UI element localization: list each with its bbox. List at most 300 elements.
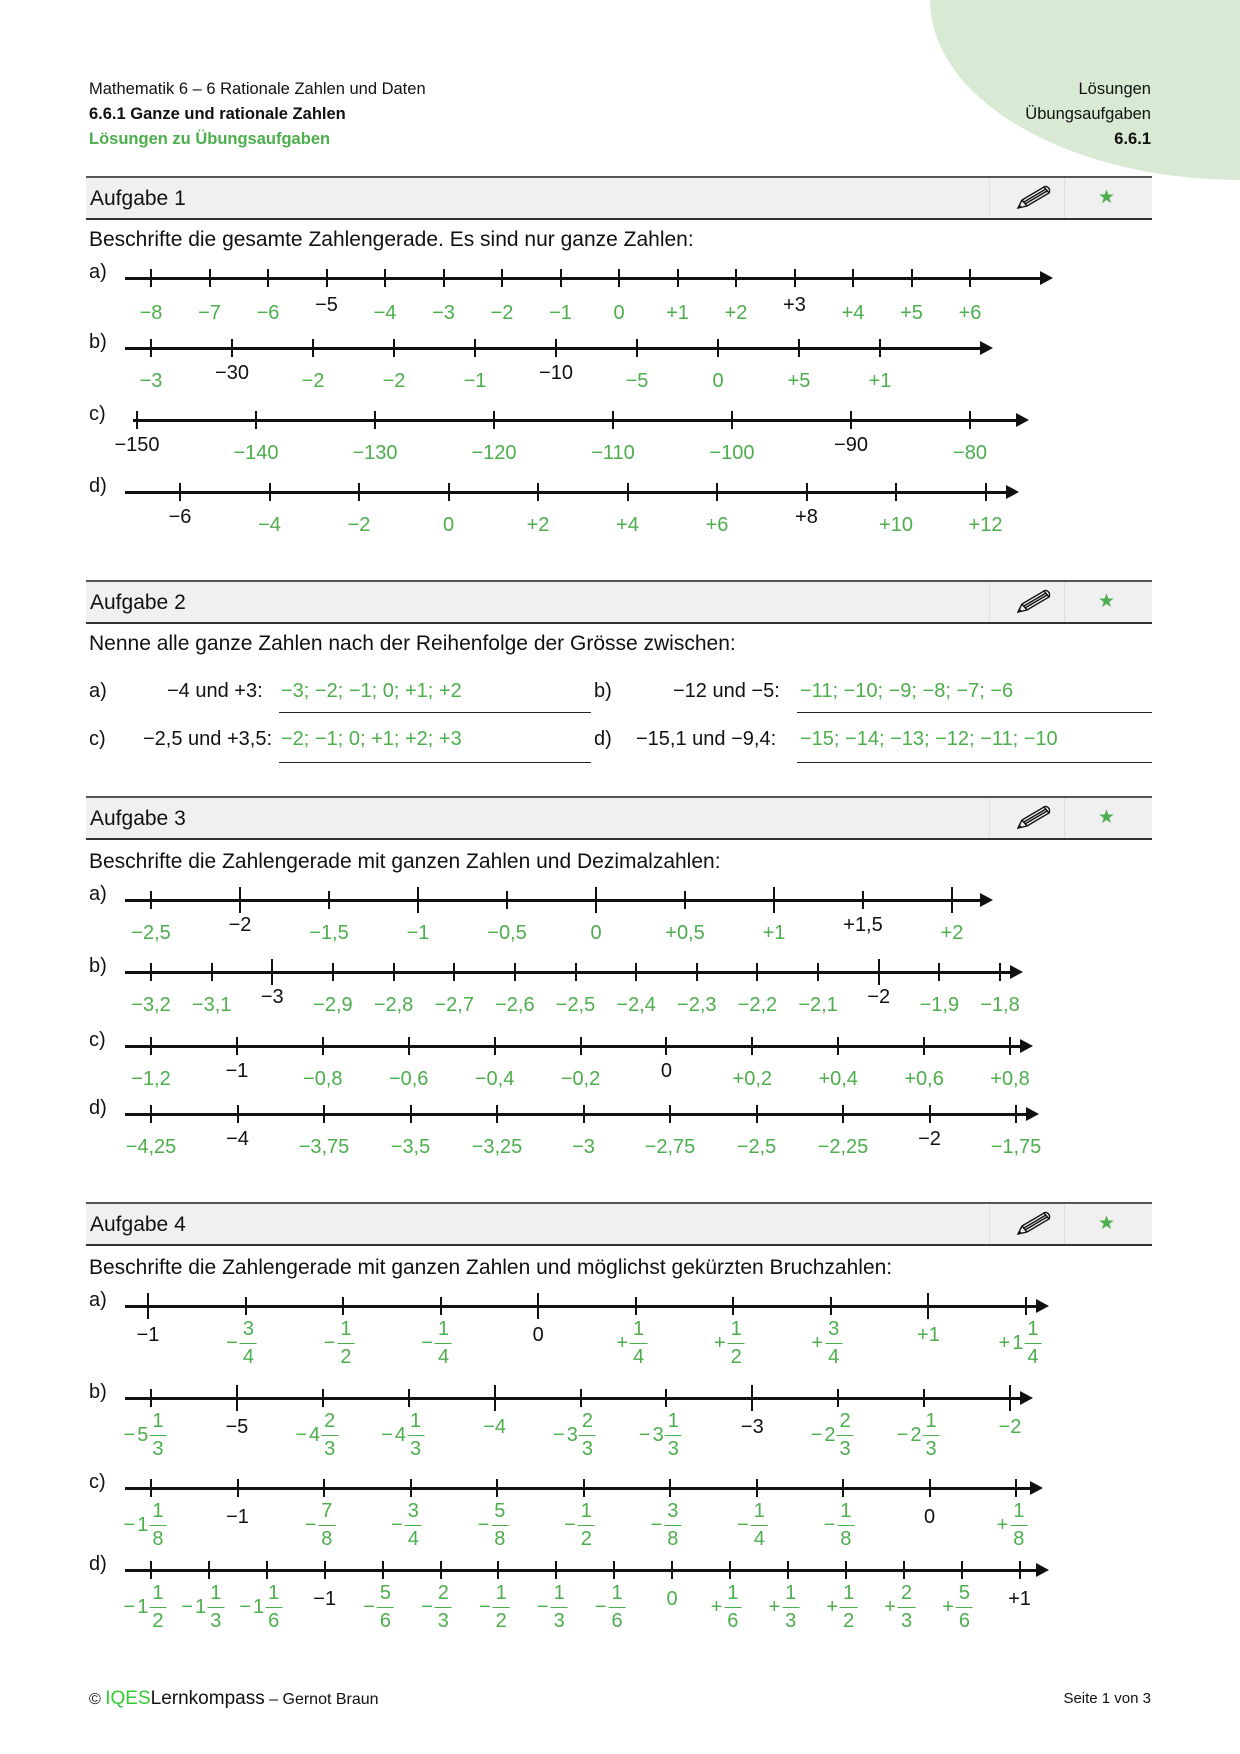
fraction-sign: − (123, 1514, 136, 1536)
fraction-denominator: 4 (242, 1346, 254, 1368)
task-2b-answer-line (797, 712, 1152, 713)
task-2c-answer-line (279, 762, 591, 763)
task-2d-label: d) (594, 728, 612, 750)
tick-mark (239, 887, 241, 913)
fraction-sign: − (478, 1596, 491, 1618)
tick-mark (842, 1105, 844, 1123)
answer-fraction (239, 1580, 282, 1635)
answer-value: −2,3 (677, 994, 717, 1016)
answer-value: 0 (590, 922, 602, 944)
answer-value: +5 (900, 302, 923, 324)
tick-mark (393, 963, 395, 981)
task-3-title: Aufgabe 3 (90, 807, 186, 830)
fraction-numerator: 1 (728, 1316, 745, 1344)
pencil-icon (1014, 588, 1054, 616)
tick-mark (961, 1561, 963, 1579)
task-4-header (86, 1202, 1152, 1246)
tick-mark (382, 1561, 384, 1579)
answer-value: +0,8 (990, 1068, 1030, 1090)
tick-mark (322, 1389, 324, 1407)
task-1-instruction: Beschrifte die gesamte Zahlengerade. Es sind nur ganze Zahlen: (89, 228, 694, 251)
answer-fraction (884, 1580, 915, 1635)
line-label: a) (89, 261, 107, 283)
answer-value: −0,5 (487, 922, 527, 944)
answer-value: −6 (256, 302, 280, 324)
tick-mark (794, 269, 796, 287)
task-2-instruction: Nenne alle ganze Zahlen nach der Reihenfolge der Grösse zwischen: (89, 632, 736, 655)
tick-mark (537, 1293, 539, 1319)
answer-value: −5 (625, 370, 649, 392)
arrow-head-icon (980, 893, 993, 907)
given-value: −1 (225, 1060, 249, 1082)
tick-mark (332, 963, 334, 981)
fraction-numerator: 1 (724, 1580, 741, 1608)
task-4-title: Aufgabe 4 (90, 1213, 186, 1236)
fraction-stack (321, 1408, 338, 1463)
tick-mark (665, 1389, 667, 1407)
fraction-sign: + (826, 1596, 839, 1618)
task-2b-label: b) (594, 680, 612, 702)
tick-mark (514, 963, 516, 981)
answer-value: +0,2 (732, 1068, 773, 1090)
tick-mark (410, 1479, 412, 1497)
fraction-stack (922, 1408, 939, 1463)
tick-mark (731, 411, 733, 429)
fraction-denominator: 3 (925, 1438, 937, 1460)
fraction-sign: + (942, 1596, 954, 1618)
answer-value: −0,8 (303, 1068, 343, 1090)
tick-mark (923, 1037, 925, 1055)
tick-mark (969, 269, 971, 287)
answer-value: −8 (139, 302, 163, 324)
tick-mark (627, 483, 629, 501)
pencil-icon (1014, 804, 1054, 832)
tick-mark (474, 339, 476, 357)
tick-mark (323, 1105, 325, 1123)
number-line-axis (125, 1397, 1022, 1400)
task-2c-answer[interactable]: −2; −1; 0; +1; +2; +3 (281, 728, 462, 750)
tick-mark (147, 1293, 149, 1319)
answer-value: −2,5 (736, 1136, 777, 1158)
fraction-denominator: 6 (268, 1610, 280, 1632)
fraction-sign: − (650, 1514, 663, 1536)
fraction-stack (551, 1580, 568, 1635)
arrow-head-icon (1020, 1391, 1033, 1405)
tick-mark (494, 1037, 496, 1055)
fraction-numerator: 2 (321, 1408, 338, 1436)
answer-fraction (363, 1580, 394, 1635)
answer-value: 0 (712, 370, 724, 392)
fraction-sign: − (896, 1424, 909, 1446)
tick-mark (911, 269, 913, 287)
given-value: −1 (313, 1588, 337, 1610)
given-value: +1,5 (843, 914, 883, 936)
answer-value: −2 (382, 370, 406, 392)
fraction-numerator: 1 (337, 1316, 354, 1344)
given-value: −3 (260, 986, 284, 1008)
tick-mark (1019, 1561, 1021, 1579)
tick-mark (773, 887, 775, 913)
answer-value: +6 (958, 302, 982, 324)
tick-mark (393, 339, 395, 357)
answer-value: −2,75 (644, 1136, 696, 1158)
tick-mark (150, 339, 152, 357)
answer-value: −2 (347, 514, 371, 536)
tick-mark (312, 339, 314, 357)
answer-value: −2,5 (131, 922, 171, 944)
tick-mark (150, 1561, 152, 1579)
tick-mark (583, 1105, 585, 1123)
tick-mark (969, 411, 971, 429)
fraction-sign: − (823, 1514, 836, 1536)
fraction-sign: − (391, 1514, 403, 1536)
fraction-numerator: 2 (435, 1580, 452, 1608)
number-line-axis (125, 277, 1042, 280)
given-value: 0 (532, 1324, 544, 1346)
tick-mark (342, 1297, 344, 1315)
answer-fraction (479, 1580, 510, 1635)
answer-fraction (942, 1580, 973, 1635)
given-value: −90 (834, 434, 868, 456)
fraction-whole: 3 (652, 1424, 664, 1446)
fraction-sign: − (737, 1514, 749, 1536)
arrow-head-icon (1036, 1299, 1049, 1313)
arrow-head-icon (1020, 1039, 1033, 1053)
page-number: Seite 1 von 3 (1063, 1690, 1151, 1707)
answer-fraction (826, 1580, 857, 1635)
tick-mark (927, 1293, 929, 1319)
fraction-sign: − (239, 1596, 252, 1618)
fraction-denominator: 3 (785, 1610, 797, 1632)
tick-mark (537, 483, 539, 501)
answer-value: −2,2 (737, 994, 778, 1016)
given-value: −30 (215, 362, 249, 384)
tick-mark (255, 411, 257, 429)
fraction-sign: − (477, 1514, 490, 1536)
fraction-numerator: 1 (751, 1498, 768, 1526)
fraction-stack (207, 1580, 224, 1635)
number-line-axis (133, 419, 1018, 422)
answer-value: −110 (591, 442, 635, 464)
tick-mark (895, 483, 897, 501)
given-value: +1 (1008, 1588, 1031, 1610)
copyright-symbol: © (89, 1691, 101, 1708)
header-divider (1064, 1204, 1065, 1244)
fraction-numerator: 1 (149, 1580, 166, 1608)
answer-fraction (226, 1316, 257, 1371)
tick-mark (923, 1389, 925, 1407)
answer-value: +2 (940, 922, 964, 944)
tick-mark (729, 1561, 731, 1579)
fraction-stack (578, 1498, 595, 1553)
fraction-stack (149, 1408, 166, 1463)
tick-mark (575, 963, 577, 981)
fraction-stack (608, 1580, 625, 1635)
answer-value: −2,7 (434, 994, 474, 1016)
fraction-numerator: 1 (1024, 1316, 1041, 1344)
fraction-sign: + (998, 1332, 1011, 1354)
given-value: −3 (740, 1416, 764, 1438)
given-value: −2 (918, 1128, 941, 1150)
answer-fraction (768, 1580, 799, 1635)
answer-fraction (421, 1316, 452, 1371)
tick-mark (806, 483, 808, 501)
tick-mark (583, 1479, 585, 1497)
fraction-numerator: 1 (149, 1498, 166, 1526)
fraction-denominator: 8 (667, 1528, 679, 1550)
tick-mark (322, 1037, 324, 1055)
task-1-header (86, 176, 1152, 220)
fraction-sign: − (594, 1596, 607, 1618)
tick-mark (938, 963, 940, 981)
tick-mark (150, 1105, 152, 1123)
tick-mark (903, 1561, 905, 1579)
fraction-denominator: 3 (900, 1610, 913, 1632)
tick-mark (878, 959, 880, 985)
tick-mark (237, 1105, 239, 1123)
fraction-denominator: 8 (840, 1528, 852, 1550)
answer-value: +0,5 (665, 922, 705, 944)
answer-value: −4 (483, 1416, 506, 1438)
answer-fraction (651, 1498, 682, 1553)
fraction-numerator: 1 (435, 1316, 452, 1344)
answer-value: −3,75 (298, 1136, 350, 1158)
header-divider (989, 1204, 990, 1244)
fraction-numerator: 5 (956, 1580, 973, 1608)
fraction-denominator: 2 (580, 1528, 592, 1550)
arrow-head-icon (1036, 1563, 1049, 1577)
fraction-sign: + (616, 1332, 629, 1354)
task-2b-answer[interactable]: −11; −10; −9; −8; −7; −6 (800, 680, 1014, 702)
fraction-sign: − (226, 1332, 238, 1354)
fraction-denominator: 4 (753, 1528, 765, 1550)
tick-mark (150, 963, 152, 981)
line-label: b) (89, 955, 107, 977)
fraction-stack (1024, 1316, 1041, 1371)
fraction-whole: 3 (566, 1424, 578, 1446)
fraction-sign: − (323, 1332, 336, 1354)
tick-mark (358, 483, 360, 501)
tick-mark (837, 1389, 839, 1407)
answer-fraction (714, 1316, 745, 1371)
answer-value: −1,5 (309, 922, 349, 944)
line-label: d) (89, 1553, 107, 1575)
tick-mark (231, 339, 233, 357)
tick-mark (862, 891, 864, 909)
tick-mark (448, 483, 450, 501)
pencil-icon (1014, 1210, 1054, 1238)
header-divider (1064, 582, 1065, 622)
line-label: c) (89, 403, 106, 425)
tick-mark (850, 411, 852, 429)
tick-mark (555, 339, 557, 357)
answer-value: +1 (917, 1324, 940, 1346)
tick-mark (612, 411, 614, 429)
footer-brand (89, 1688, 379, 1710)
answer-value: −2,25 (817, 1136, 869, 1158)
answer-fraction (124, 1580, 167, 1635)
tick-mark (751, 1385, 753, 1411)
number-line-axis (125, 1569, 1038, 1572)
tick-mark (751, 1037, 753, 1055)
fraction-numerator: 5 (491, 1498, 508, 1526)
fraction-denominator: 4 (1027, 1346, 1039, 1368)
tick-mark (267, 269, 269, 287)
fraction-sign: − (564, 1514, 576, 1536)
tick-mark (787, 1561, 789, 1579)
fraction-numerator: 1 (782, 1580, 799, 1608)
fraction-sign: − (810, 1424, 823, 1446)
answer-value: −2 (490, 302, 514, 324)
fraction-denominator: 4 (407, 1528, 419, 1550)
fraction-sign: − (304, 1514, 317, 1536)
tick-mark (669, 1479, 671, 1497)
tick-mark (618, 269, 620, 287)
answer-value: −2,9 (313, 994, 353, 1016)
answer-value: −2,5 (555, 994, 596, 1016)
tick-mark (635, 963, 637, 981)
answer-value: +2 (526, 514, 550, 536)
tick-mark (208, 1561, 210, 1579)
tick-mark (150, 1479, 152, 1497)
fraction-stack (491, 1498, 508, 1553)
fraction-numerator: 1 (837, 1498, 854, 1526)
number-line-axis (125, 1487, 1032, 1490)
tick-mark (150, 1037, 152, 1055)
header-divider (989, 178, 990, 218)
tick-mark (842, 1479, 844, 1497)
fraction-sign: + (710, 1596, 723, 1618)
fraction-sign: − (123, 1424, 136, 1446)
fraction-denominator: 4 (828, 1346, 840, 1368)
task-2a-prompt: −4 und +3: (167, 680, 263, 702)
answer-value: −100 (709, 442, 755, 464)
fraction-numerator: 1 (407, 1408, 424, 1436)
tick-mark (595, 887, 597, 913)
answer-value: −1,8 (980, 994, 1020, 1016)
header-divider (1064, 798, 1065, 838)
answer-fraction (391, 1498, 422, 1553)
fraction-whole: 1 (1012, 1332, 1024, 1354)
answer-value: +5 (787, 370, 811, 392)
task-2a-answer[interactable]: −3; −2; −1; 0; +1; +2 (281, 680, 462, 702)
tick-mark (999, 963, 1001, 981)
fraction-numerator: 3 (664, 1498, 681, 1526)
fraction-denominator: 3 (210, 1610, 222, 1632)
fraction-numerator: 3 (240, 1316, 257, 1344)
tick-mark (671, 1561, 673, 1579)
tick-mark (150, 1389, 152, 1407)
answer-fraction (295, 1408, 338, 1463)
fraction-sign: + (713, 1332, 726, 1354)
task-2-title: Aufgabe 2 (90, 591, 186, 614)
answer-value: −2,1 (798, 994, 838, 1016)
fraction-sign: + (768, 1596, 781, 1618)
fraction-stack (493, 1580, 510, 1635)
answer-value: −0,6 (388, 1068, 429, 1090)
answer-value: −1 (463, 370, 487, 392)
tick-mark (328, 891, 330, 909)
fraction-stack (407, 1408, 424, 1463)
answer-value: −130 (352, 442, 398, 464)
star-icon: ★ (1098, 591, 1116, 612)
tick-mark (1015, 1105, 1017, 1123)
task-1-title: Aufgabe 1 (90, 187, 186, 210)
tick-mark (684, 891, 686, 909)
fraction-denominator: 6 (611, 1610, 623, 1632)
answer-fraction (124, 1408, 167, 1463)
answer-value: −2,4 (616, 994, 656, 1016)
tick-mark (384, 269, 386, 287)
fraction-denominator: 3 (324, 1438, 336, 1460)
given-value: −5 (315, 294, 338, 316)
fraction-sign: + (884, 1596, 896, 1618)
tick-mark (1015, 1479, 1017, 1497)
fraction-stack (377, 1580, 394, 1635)
answer-fraction (999, 1316, 1042, 1371)
tick-mark (560, 269, 562, 287)
fraction-denominator: 3 (553, 1610, 565, 1632)
answer-value: +1 (666, 302, 689, 324)
answer-fraction (324, 1316, 355, 1371)
line-label: a) (89, 1289, 107, 1311)
answer-value: −2,6 (495, 994, 535, 1016)
answer-value: −120 (471, 442, 517, 464)
answer-value: +0,4 (818, 1068, 858, 1090)
fraction-numerator: 1 (840, 1580, 857, 1608)
tick-mark (506, 891, 508, 909)
line-label: d) (89, 475, 107, 497)
answer-value: −3,5 (390, 1136, 431, 1158)
tick-mark (635, 1297, 637, 1315)
answer-value: −4,25 (125, 1136, 177, 1158)
answer-value: +2 (724, 302, 748, 324)
task-2c-prompt: −2,5 und +3,5: (143, 728, 273, 750)
fraction-stack (149, 1498, 166, 1553)
header-right-1: Lösungen (1078, 80, 1151, 98)
arrow-head-icon (980, 341, 993, 355)
task-2d-prompt: −15,1 und −9,4: (636, 728, 777, 750)
tick-mark (453, 963, 455, 981)
fraction-denominator: 3 (667, 1438, 679, 1460)
fraction-numerator: 1 (207, 1580, 224, 1608)
fraction-stack (837, 1498, 854, 1553)
answer-value: −4 (373, 302, 397, 324)
given-value: −1 (136, 1324, 160, 1346)
line-label: b) (89, 1381, 107, 1403)
answer-value: 0 (613, 302, 625, 324)
task-2d-answer[interactable]: −15; −14; −13; −12; −11; −10 (800, 728, 1058, 750)
fraction-denominator: 8 (494, 1528, 506, 1550)
tick-mark (236, 1037, 238, 1055)
tick-mark (837, 1037, 839, 1055)
answer-value: +4 (841, 302, 865, 324)
tick-mark (696, 963, 698, 981)
answer-value: −3,1 (191, 994, 232, 1016)
fraction-denominator: 2 (495, 1610, 507, 1632)
star-icon: ★ (1098, 187, 1116, 208)
given-value: 0 (660, 1060, 672, 1082)
tick-mark (410, 1105, 412, 1123)
fraction-stack (630, 1316, 647, 1371)
fraction-denominator: 6 (727, 1610, 739, 1632)
tick-mark (669, 1105, 671, 1123)
fraction-sign: − (638, 1424, 651, 1446)
tick-mark (555, 1561, 557, 1579)
given-value: −10 (539, 362, 573, 384)
arrow-head-icon (1040, 271, 1053, 285)
fraction-stack (1010, 1498, 1027, 1553)
